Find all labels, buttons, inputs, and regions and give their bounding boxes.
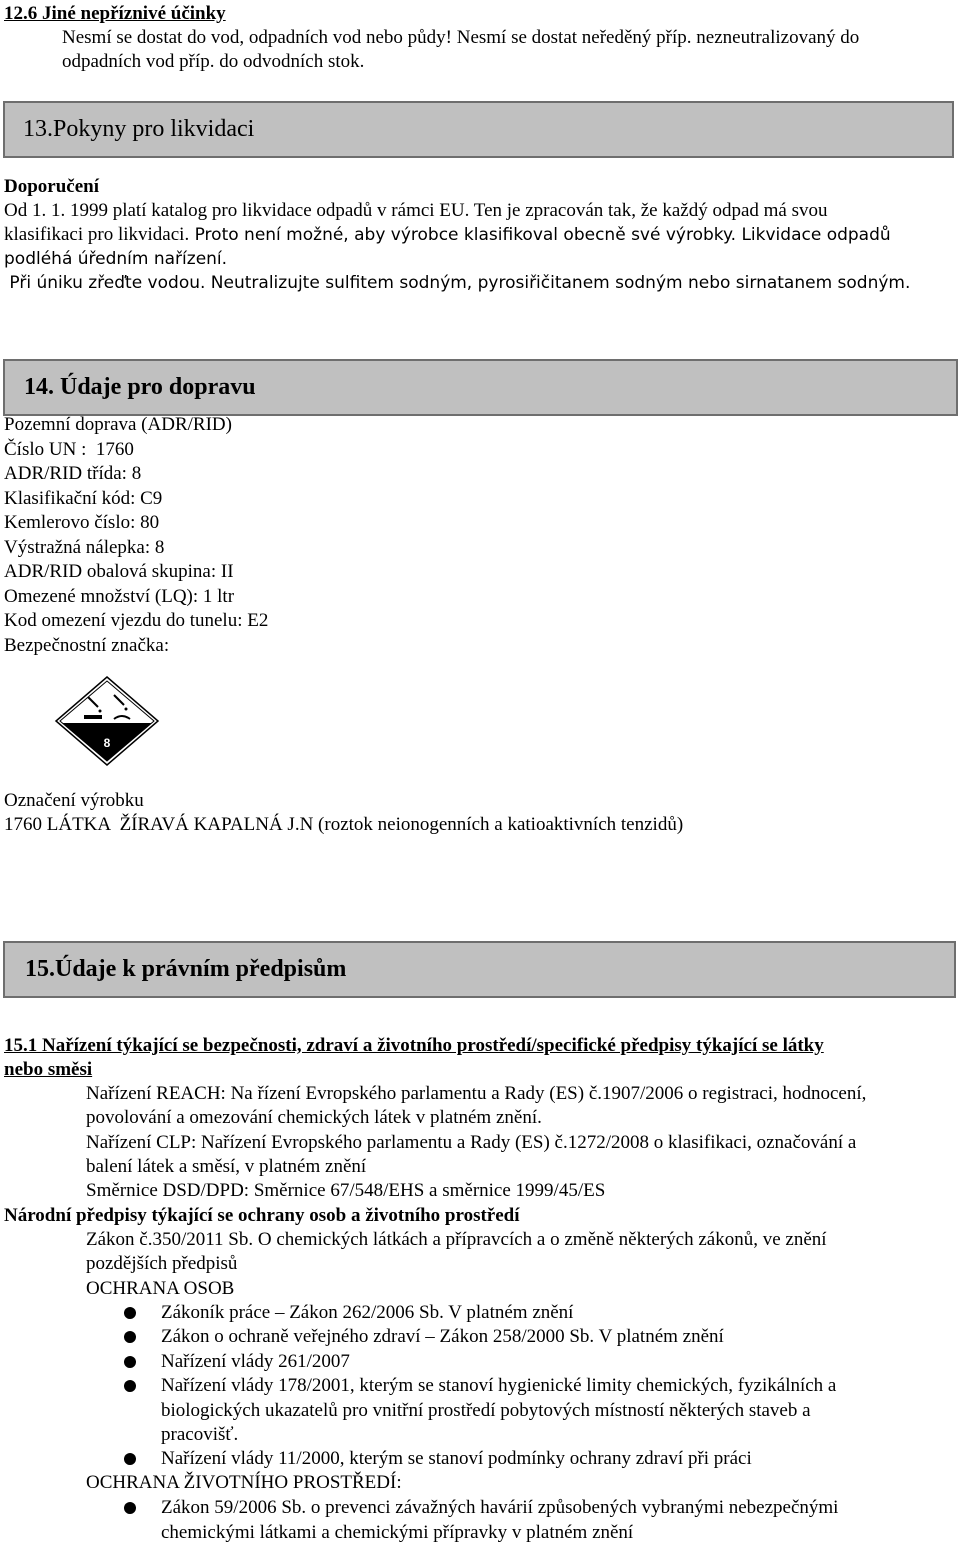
section-15-1-heading-line-1: 15.1 Nařízení týkající se bezpečnosti, zdraví a životního prostředí/specifické předpisy týkající se látky — [4, 1035, 824, 1056]
section-14-header — [3, 359, 958, 416]
list-item-text-line: Zákon 59/2006 Sb. o prevenci závažných havárií způsobených vybranými nebezpečnými — [161, 1497, 839, 1518]
transport-line: Klasifikační kód: C9 — [4, 487, 163, 509]
list-item-text: Nařízení vlády 261/2007 — [161, 1351, 350, 1372]
ochrana-prostredi-heading: OCHRANA ŽIVOTNÍHO PROSTŘEDÍ: — [86, 1472, 402, 1493]
product-marking-label: Označení výrobku — [4, 790, 144, 811]
section-14-heading: 14. Údaje pro dopravu — [24, 374, 256, 401]
section-12-6-heading: 12.6 Jiné nepříznivé účinky — [4, 3, 226, 24]
section-13-para-line-2a: klasifikaci pro likvidaci. — [4, 224, 190, 245]
corrosive-hazard-label-icon — [54, 675, 160, 767]
zakon-line-1: Zákon č.350/2011 Sb. O chemických látkách a přípravcích a o změně některých zákonů, ve znění — [86, 1229, 827, 1250]
list-item-text — [161, 1374, 951, 1448]
reach-line-2: povolování a omezování chemických látek v platném znění. — [86, 1107, 542, 1128]
ochrana-osob-heading: OCHRANA OSOB — [86, 1278, 235, 1299]
transport-line: Číslo UN : 1760 — [4, 438, 134, 460]
clp-line-2: balení látek a směsí, v platném znění — [86, 1156, 367, 1177]
transport-line: Pozemní doprava (ADR/RID) — [4, 414, 232, 435]
reach-line-1: Nařízení REACH: Na řízení Evropského parlamentu a Rady (ES) č.1907/2006 o registraci, hodnocení, — [86, 1083, 867, 1104]
bullet-icon — [124, 1380, 136, 1392]
section-13-para-line-1: Od 1. 1. 1999 platí katalog pro likvidace odpadů v rámci EU. Ten je zpracován tak, že každý odpad má svou — [4, 200, 828, 221]
list-item-text: Nařízení vlády 11/2000, kterým se stanoví podmínky ochrany zdraví při práci — [161, 1448, 752, 1469]
transport-line: Bezpečnostní značka: — [4, 634, 170, 656]
list-item-text-line: pracovišť. — [161, 1424, 239, 1445]
transport-line: Výstražná nálepka: 8 — [4, 536, 165, 558]
list-item-text: Zákon o ochraně veřejného zdraví – Zákon 258/2000 Sb. V platném znění — [161, 1326, 724, 1347]
section-13-para-line-4: Při úniku zřeďte vodou. Neutralizujte sulfitem sodným, pyrosiřičitanem sodným nebo sirnatanem sodným. — [4, 273, 911, 293]
national-regulations-heading: Národní předpisy týkající se ochrany osob a životního prostředí — [4, 1205, 520, 1226]
dsd-line: Směrnice DSD/DPD: Směrnice 67/548/EHS a směrnice 1999/45/ES — [86, 1180, 606, 1201]
transport-line: Kod omezení vjezdu do tunelu: E2 — [4, 610, 269, 631]
section-13-para-line-2b: Proto není možné, aby výrobce klasifikoval obecně své výrobky. Likvidace odpadů — [189, 225, 891, 245]
bullet-icon — [124, 1356, 136, 1368]
transport-lines — [4, 413, 268, 658]
section-13-para-line-3: podléhá úředním nařízení. — [4, 249, 228, 269]
list-item-text: Zákoník práce – Zákon 262/2006 Sb. V platném znění — [161, 1302, 574, 1323]
bullet-icon — [124, 1453, 136, 1465]
transport-line: Omezené množství (LQ): 1 ltr — [4, 585, 235, 607]
list-item-text-line: biologických ukazatelů pro vnitřní prostředí pobytových místností některých staveb a — [161, 1399, 811, 1421]
section-15-header — [3, 941, 956, 998]
hazard-class-number: 8 — [103, 736, 111, 750]
transport-line: ADR/RID třída: 8 — [4, 463, 142, 484]
section-12-6-line-1: Nesmí se dostat do vod, odpadních vod nebo půdy! Nesmí se dostat neředěný příp. nezneutralizovaný do — [62, 27, 860, 48]
section-12-6-line-2: odpadních vod příp. do odvodních stok. — [62, 51, 365, 72]
bullet-icon — [124, 1502, 136, 1514]
bullet-icon — [124, 1331, 136, 1343]
transport-line: Kemlerovo číslo: 80 — [4, 512, 160, 533]
list-item-text — [161, 1496, 951, 1545]
bullet-icon — [124, 1307, 136, 1319]
zakon-line-2: pozdějších předpisů — [86, 1253, 238, 1274]
section-13-para-line-2 — [4, 223, 891, 248]
section-13-header — [3, 101, 954, 158]
section-13-heading: 13.Pokyny pro likvidaci — [23, 116, 255, 143]
list-item-text-line: chemickými látkami a chemickými přípravky v platném znění — [161, 1521, 634, 1543]
section-15-1-heading-line-2: nebo směsi — [4, 1059, 93, 1080]
section-13-subheading: Doporučení — [4, 176, 99, 197]
clp-line-1: Nařízení CLP: Nařízení Evropského parlamentu a Rady (ES) č.1272/2008 o klasifikaci, označování a — [86, 1132, 857, 1153]
transport-line: ADR/RID obalová skupina: II — [4, 561, 234, 582]
section-15-heading: 15.Údaje k právním předpisům — [25, 956, 347, 983]
product-marking-text: 1760 LÁTKA ŽÍRAVÁ KAPALNÁ J.N (roztok neionogenních a katioaktivních tenzidů) — [4, 814, 684, 835]
list-item-text-line: Nařízení vlády 178/2001, kterým se stanoví hygienické limity chemických, fyzikálních a — [161, 1375, 837, 1396]
